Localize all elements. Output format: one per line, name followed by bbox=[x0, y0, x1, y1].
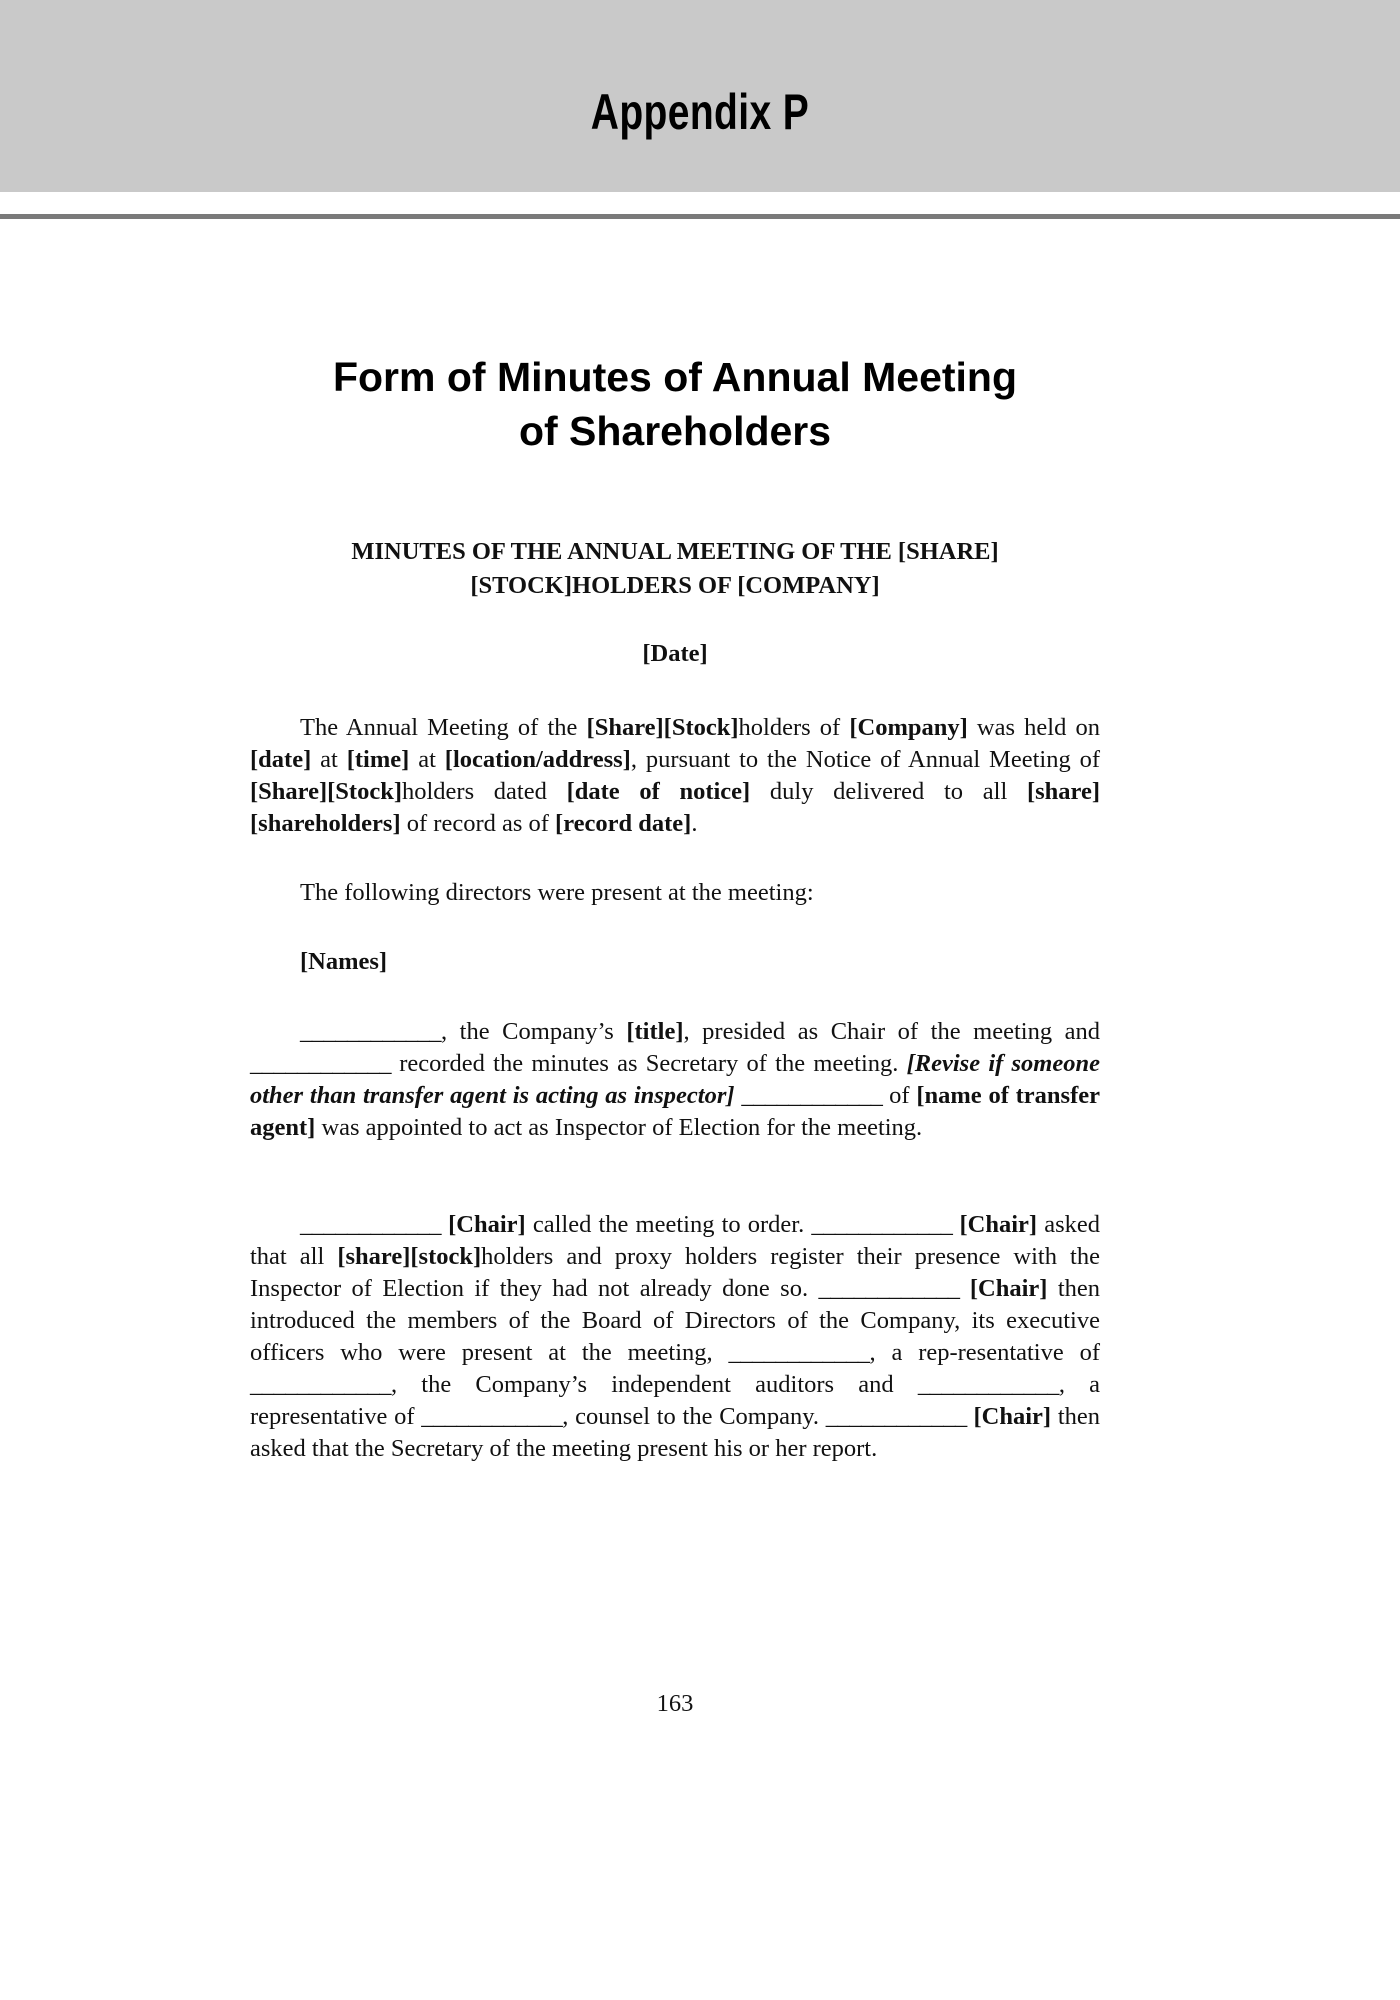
p4-text: of bbox=[882, 1082, 917, 1109]
p1-placeholder: [date of notice] bbox=[566, 778, 751, 805]
paragraph-chair-secretary bbox=[250, 1016, 1100, 1144]
p4-text: recorded the minutes as Secretary of the meeting. bbox=[391, 1050, 907, 1077]
minutes-heading-line-2: [STOCK]HOLDERS OF [COMPANY] bbox=[470, 572, 880, 599]
fill-in-blank: ____________ bbox=[421, 1403, 563, 1430]
revise-instruction: [Revise if someone other than transfer agent is acting as inspector] bbox=[250, 1050, 1100, 1109]
p5-text: called the meeting to order. bbox=[525, 1211, 812, 1238]
p1-placeholder: [date] bbox=[250, 746, 312, 773]
p5-placeholder: [Chair] bbox=[959, 1211, 1038, 1238]
p5-text: then introduced the members of the Board of Directors of the Company, its executive officers who were present at the meeting, bbox=[250, 1275, 1101, 1366]
p5-text: then asked that the Secretary of the meeting present his or her report. bbox=[250, 1403, 1101, 1462]
fill-in-blank: ____________ bbox=[300, 1018, 441, 1045]
form-title-line-2: of Shareholders bbox=[518, 408, 832, 454]
p5-text: holders and proxy holders register their presence with the Inspector of Election if they had not already done so. bbox=[250, 1243, 1100, 1302]
page-number: 163 bbox=[656, 1690, 694, 1717]
p5-text: , the Company’s independent auditors and bbox=[391, 1371, 918, 1398]
p4-placeholder: [name of transfer agent] bbox=[250, 1082, 1100, 1141]
header-divider bbox=[0, 214, 1400, 219]
p5-placeholder: [Chair] bbox=[973, 1403, 1052, 1430]
p1-placeholder: [location/address] bbox=[444, 746, 631, 773]
p1-placeholder: [share][shareholders] bbox=[250, 778, 1100, 837]
fill-in-blank: ____________ bbox=[300, 1211, 441, 1238]
p5-text: , a representative of bbox=[250, 1371, 1100, 1430]
date-placeholder: [Date] bbox=[642, 640, 708, 667]
minutes-heading bbox=[0, 535, 1350, 603]
p4-text: , presided as Chair of the meeting and bbox=[683, 1018, 1100, 1045]
p1-placeholder: [time] bbox=[346, 746, 410, 773]
p1-placeholder: [Share][Stock] bbox=[250, 778, 402, 805]
names-placeholder: [Names] bbox=[300, 948, 388, 975]
p1-text: of record as of bbox=[400, 810, 556, 837]
p5-text: asked that all bbox=[250, 1211, 1101, 1270]
p5-text bbox=[952, 1211, 959, 1238]
p1-text: . bbox=[691, 810, 698, 837]
p1-text: holders of bbox=[738, 714, 850, 741]
paragraph-directors-present: The following directors were present at the meeting: bbox=[300, 879, 814, 906]
fill-in-blank: ____________ bbox=[811, 1211, 953, 1238]
fill-in-blank: ____________ bbox=[825, 1403, 967, 1430]
p5-placeholder: [share][stock] bbox=[337, 1243, 482, 1270]
p5-placeholder: [Chair] bbox=[969, 1275, 1048, 1302]
fill-in-blank: ____________ bbox=[250, 1371, 391, 1398]
minutes-heading-line-1: MINUTES OF THE ANNUAL MEETING OF THE [SHARE] bbox=[351, 538, 999, 565]
p5-text: , counsel to the Company. bbox=[562, 1403, 826, 1430]
p1-text: was held on bbox=[967, 714, 1100, 741]
p1-text: at bbox=[409, 746, 445, 773]
form-title bbox=[0, 350, 1350, 458]
p1-text: duly delivered to all bbox=[750, 778, 1027, 805]
p1-placeholder: [Share][Stock] bbox=[586, 714, 739, 741]
fill-in-blank: ____________ bbox=[741, 1082, 883, 1109]
p1-text: , pursuant to the Notice of Annual Meeting of bbox=[630, 746, 1101, 773]
fill-in-blank: ____________ bbox=[728, 1339, 870, 1366]
p4-text: , the Company’s bbox=[441, 1018, 627, 1045]
paragraph-meeting-order bbox=[250, 1209, 1100, 1465]
p4-placeholder: [title] bbox=[626, 1018, 684, 1045]
paragraph-meeting-notice bbox=[250, 712, 1100, 840]
p5-text bbox=[959, 1275, 969, 1302]
p5-text: , a rep-resentative of bbox=[869, 1339, 1100, 1366]
appendix-title: Appendix P bbox=[590, 84, 810, 140]
p1-placeholder: [record date] bbox=[555, 810, 692, 837]
p5-text bbox=[967, 1403, 974, 1430]
p4-text: was appointed to act as Inspector of Election for the meeting. bbox=[315, 1114, 923, 1141]
p1-text: The Annual Meeting of the bbox=[300, 714, 587, 741]
p1-text: at bbox=[311, 746, 347, 773]
fill-in-blank: ____________ bbox=[250, 1050, 391, 1077]
p1-placeholder: [Company] bbox=[849, 714, 968, 741]
p1-text: holders dated bbox=[401, 778, 567, 805]
fill-in-blank: ____________ bbox=[818, 1275, 960, 1302]
form-title-line-1: Form of Minutes of Annual Meeting bbox=[332, 354, 1018, 400]
p5-placeholder: [Chair] bbox=[448, 1211, 526, 1238]
fill-in-blank: ____________ bbox=[917, 1371, 1059, 1398]
